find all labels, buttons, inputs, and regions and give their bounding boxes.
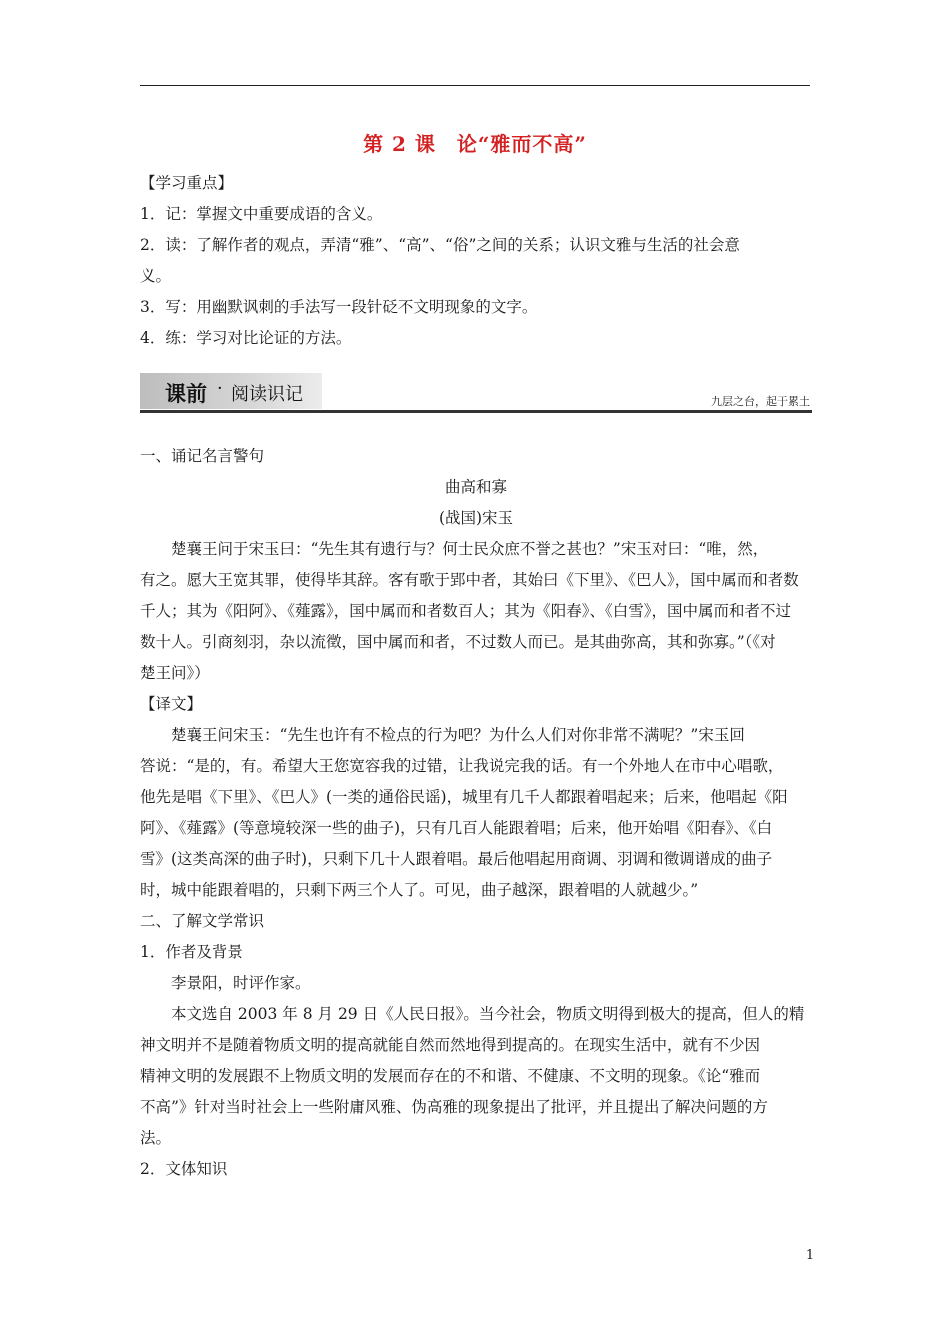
- classical-text-line: 千人；其为《阳阿》、《薤露》，国中属而和者数百人；其为《阳春》、《白雪》，国中属而和者不过: [140, 602, 792, 620]
- classical-text-line: 有之。愿大王宽其罪，使得毕其辞。客有歌于郢中者，其始曰《下里》、《巴人》，国中属而和者数: [140, 571, 799, 589]
- banner-rule: [140, 410, 812, 413]
- background-line: 神文明并不是随着物质文明的提高就能自然而然地得到提高的。在现实生活中，就有不少因: [140, 1036, 761, 1054]
- subsection-heading: 1．作者及背景: [140, 943, 243, 961]
- banner-sub-label: 阅读识记: [231, 384, 303, 405]
- focus-item: 3．写：用幽默讽刺的手法写一段针砭不文明现象的文字。: [140, 298, 538, 316]
- header-rule: [140, 85, 810, 86]
- translation-line: 阿》、《薤露》(等意境较深一些的曲子)，只有几百人能跟着唱；后来，他开始唱《阳春》、《白: [140, 819, 773, 837]
- section-heading: 一、诵记名言警句: [140, 447, 265, 465]
- background-line: 法。: [140, 1129, 172, 1147]
- focus-item: 1．记：掌握文中重要成语的含义。: [140, 205, 383, 223]
- lesson-title: 第 2 课 论“雅而不高”: [363, 132, 587, 156]
- translation-line: 时，城中能跟着唱的，只剩下两三个人了。可见，曲子越深，跟着唱的人就越少。”: [140, 881, 699, 899]
- section-banner: [140, 373, 812, 413]
- translation-line: 答说：“是的，有。希望大王您宽容我的过错，让我说完我的话。有一个外地人在市中心唱歌，: [140, 757, 784, 775]
- background-line: 精神文明的发展跟不上物质文明的发展而存在的不和谐、不健康、不文明的现象。《论“雅而: [140, 1067, 761, 1085]
- banner-dot: ·: [217, 378, 223, 399]
- learning-focus: [140, 168, 812, 354]
- focus-item: 2．读：了解作者的观点，弄清“雅”、“高”、“俗”之间的关系；认识文雅与生活的社会意: [140, 236, 740, 254]
- translation-line: 他先是唱《下里》、《巴人》(一类的通俗民谣)，城里有几千人都跟着唱起来；后来，他唱起《阳: [140, 788, 788, 806]
- background-line: 不高”》针对当时社会上一些附庸风雅、伪高雅的现象提出了批评，并且提出了解决问题的方: [140, 1098, 768, 1116]
- subsection-heading: 2．文体知识: [140, 1160, 228, 1178]
- translation-heading: 【译文】: [140, 695, 203, 713]
- focus-item: 4．练：学习对比论证的方法。: [140, 329, 352, 347]
- classical-text-line: 数十人。引商刻羽，杂以流徵，国中属而和者，不过数人而已。是其曲弥高，其和弥寡。”（《对: [140, 633, 776, 651]
- banner-main-label: 课前: [165, 382, 207, 406]
- section-quotes: [140, 441, 812, 1185]
- author-line: 李景阳，时评作家。: [171, 974, 311, 992]
- section-heading: 二、了解文学常识: [140, 912, 265, 930]
- background-line: 本文选自 2003 年 8 月 29 日《人民日报》。当今社会，物质文明得到极大的提高，但人的精: [171, 1005, 805, 1023]
- page-number: 1: [805, 1248, 815, 1263]
- classical-text-line: 楚王问》）: [140, 664, 210, 682]
- classical-text-line: 楚襄王问于宋玉曰：“先生其有遗行与？何士民众庶不誉之甚也？”宋玉对曰：“唯，然，: [171, 540, 769, 558]
- focus-heading: 【学习重点】: [140, 174, 234, 192]
- banner-motto: 九层之台，起于累土: [711, 395, 810, 408]
- focus-item: 义。: [140, 267, 172, 285]
- poem-title: 曲高和寡: [444, 478, 507, 496]
- translation-line: 雪》(这类高深的曲子时)，只剩下几十人跟着唱。最后他唱起用商调、羽调和徵调谱成的曲子: [140, 850, 773, 868]
- translation-line: 楚襄王问宋玉：“先生也许有不检点的行为吧？为什么人们对你非常不满呢？”宋玉回: [171, 726, 745, 744]
- poem-author: (战国)宋玉: [438, 509, 514, 527]
